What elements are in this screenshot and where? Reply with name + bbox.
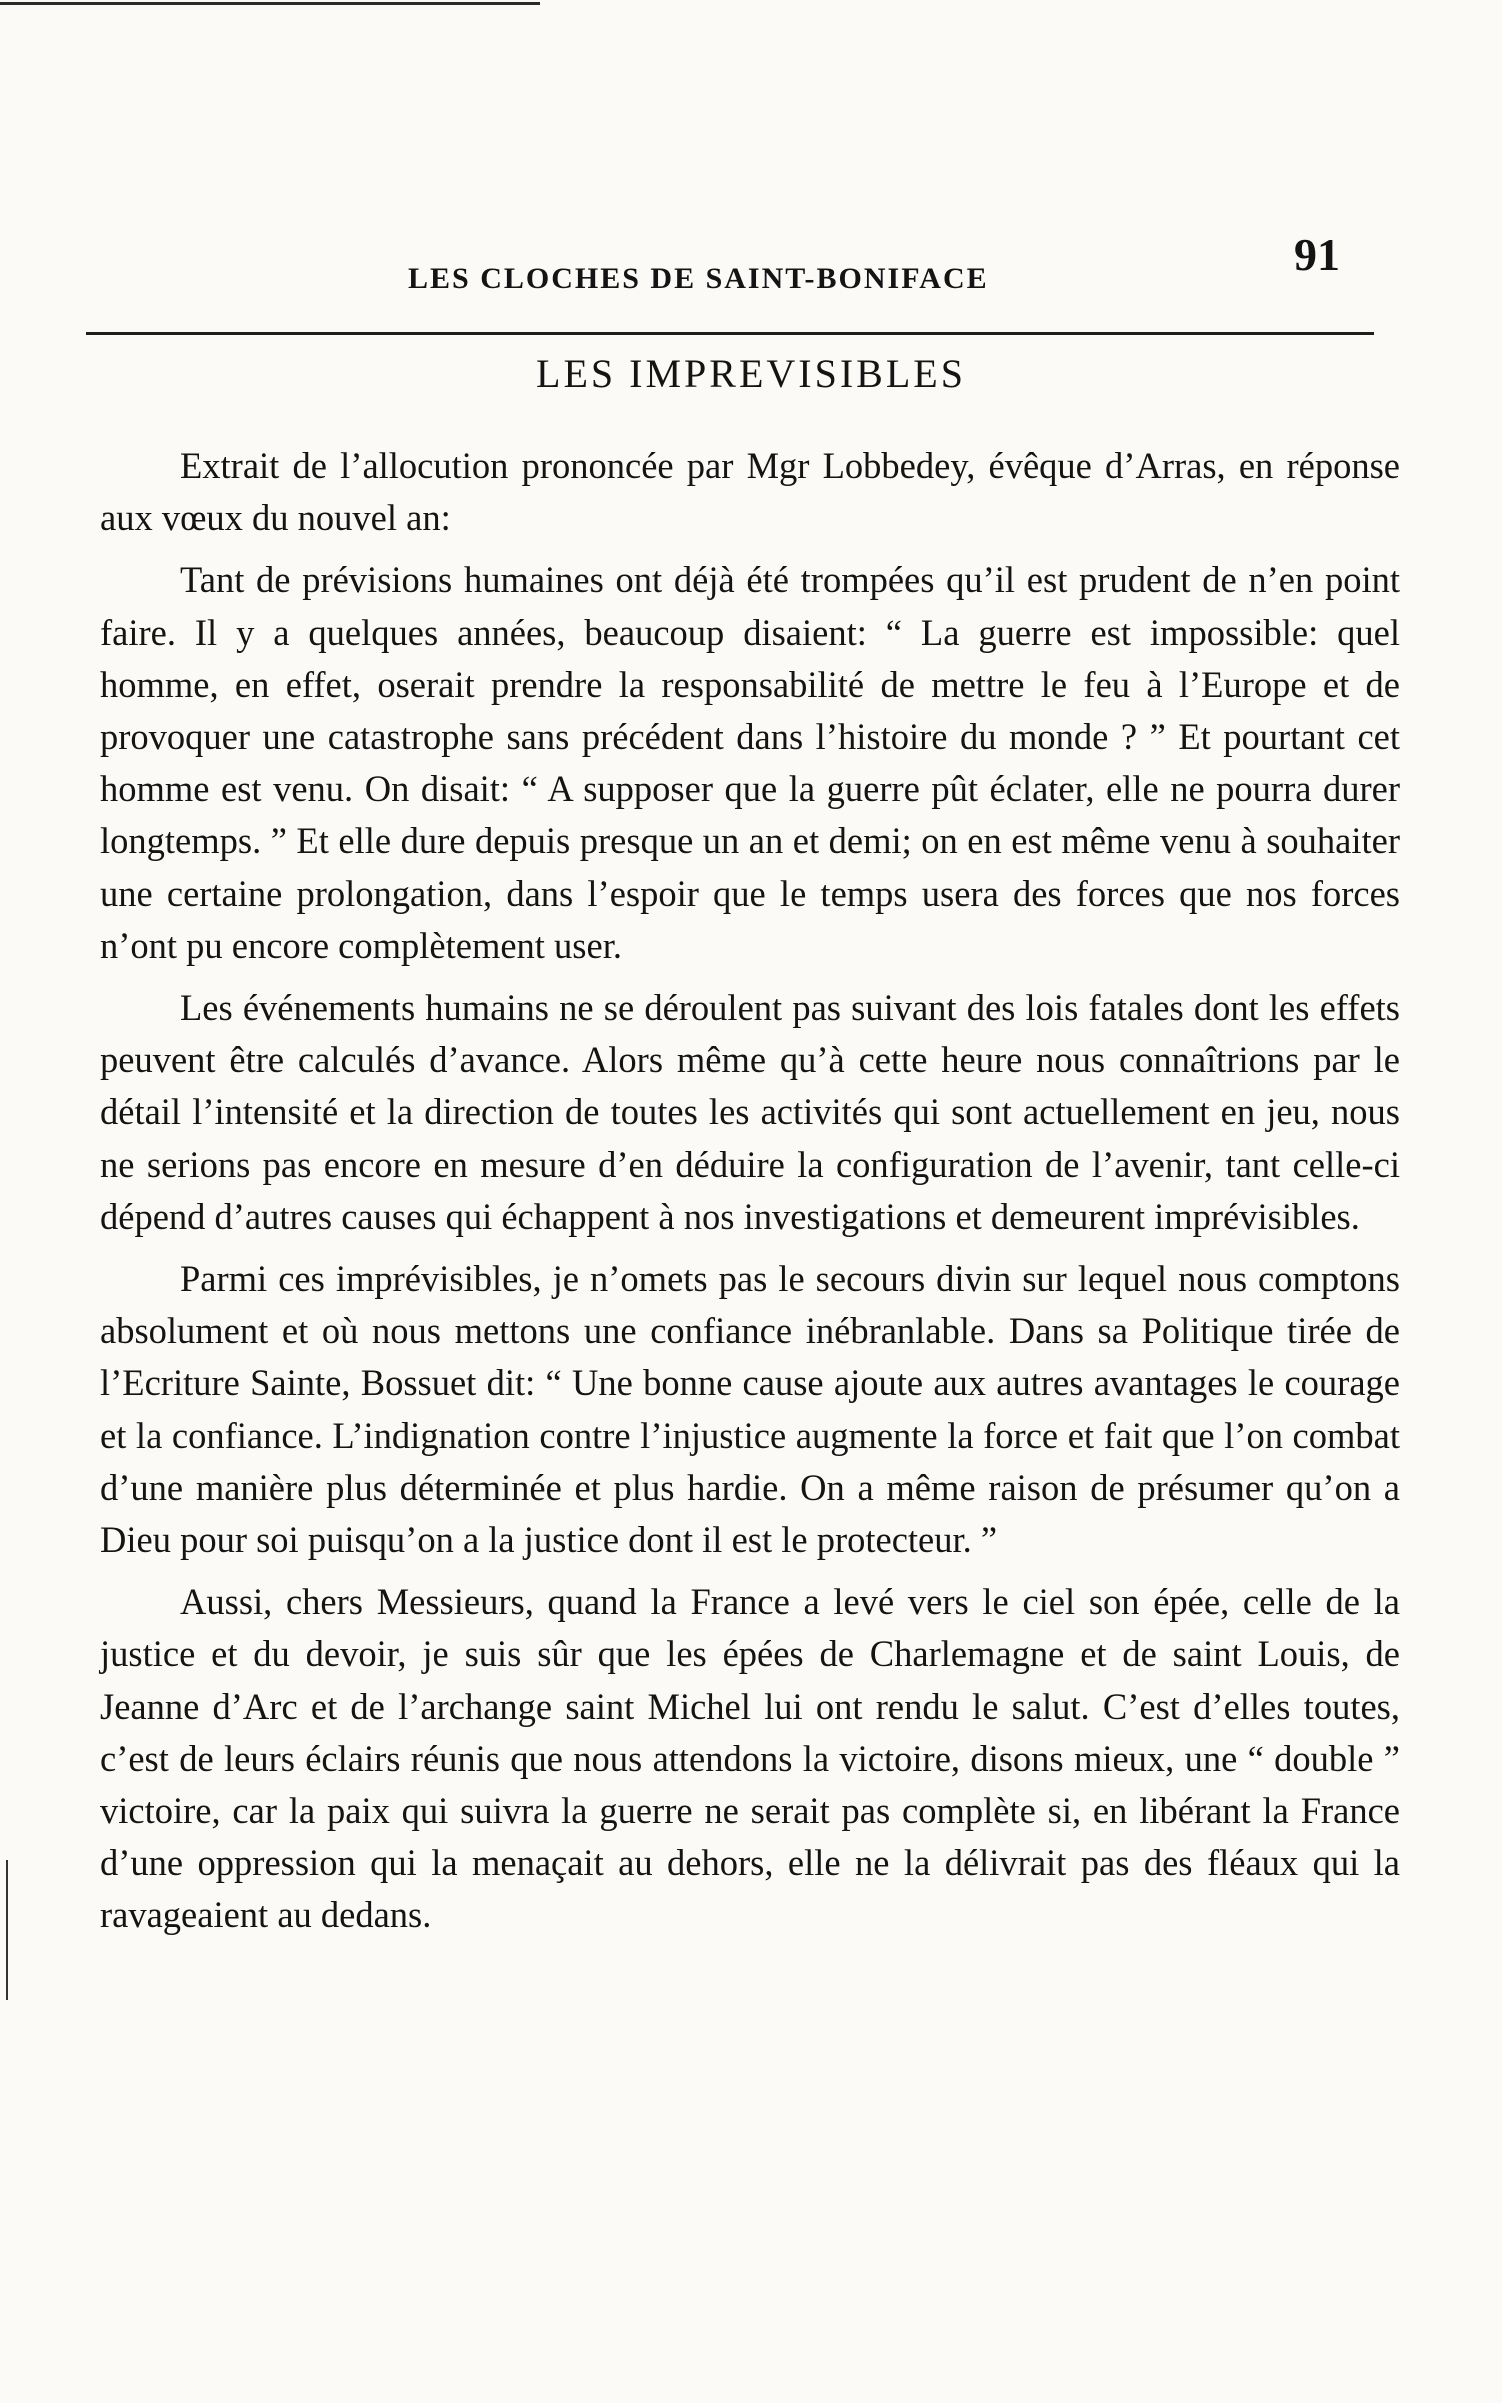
margin-mark bbox=[6, 1860, 8, 2000]
top-edge-rule bbox=[0, 2, 540, 5]
article-title: LES IMPREVISIBLES bbox=[536, 351, 966, 396]
page-number: 91 bbox=[1294, 229, 1340, 280]
header-rule bbox=[86, 332, 1374, 335]
paragraph-intro: Extrait de l’allocution prononcée par Mgr Lobbedey, évêque d’Arras, en réponse aux vœux du nouvel an: bbox=[100, 445, 1400, 539]
article-body bbox=[100, 440, 1400, 1952]
paragraph: Parmi ces imprévisibles, je n’omets pas le secours divin sur lequel nous comptons absolument et où nous mettons une confiance inébranlable. Dans sa Politique tirée de l’Ecriture Sainte, Bossuet dit: “ Une bonne cause ajoute aux autres avantages le courage et la confiance. L’indignation contre l’injustice augmente la force et fait que l’on combat d’une manière plus déterminée et plus hardie. On a même raison de présumer qu’on a Dieu pour soi puisqu’on a la justice dont il est le protecteur. ” bbox=[100, 1258, 1400, 1561]
paragraph: Les événements humains ne se déroulent pas suivant des lois fatales dont les effets peuvent être calculés d’avance. Alors même qu’à cette heure nous connaîtrions par le détail l’intensité et la direction de toutes les activités qui sont actuellement en jeu, nous ne serions pas encore en mesure d’en déduire la configuration de l’avenir, tant celle-ci dépend d’autres causes qui échappent à nos investigations et demeurent imprévisibles. bbox=[100, 987, 1400, 1237]
running-head: LES CLOCHES DE SAINT-BONIFACE bbox=[408, 262, 989, 295]
paragraph: Aussi, chers Messieurs, quand la France a levé vers le ciel son épée, celle de la justice et du devoir, je suis sûr que les épées de Charlemagne et de saint Louis, de Jeanne d’Arc et de l’archange saint Michel lui ont rendu le salut. C’est d’elles toutes, c’est de leurs éclairs réunis que nous attendons la victoire, disons mieux, une “ double ” victoire, car la paix qui suivra la guerre ne serait pas complète si, en libérant la France d’une oppression qui la menaçait au dehors, elle ne la délivrait pas des fléaux qui la ravageaient au dedans. bbox=[100, 1581, 1400, 1936]
paragraph: Tant de prévisions humaines ont déjà été trompées qu’il est prudent de n’en point faire. Il y a quelques années, beaucoup disaient: “ La guerre est impossible: quel homme, en effet, oserait prendre la responsabilité de mettre le feu à l’Europe et de provoquer une catastrophe sans précédent dans l’histoire du monde ? ” Et pourtant cet homme est venu. On disait: “ A supposer que la guerre pût éclater, elle ne pourra durer longtemps. ” Et elle dure depuis presque un an et demi; on en est même venu à souhaiter une certaine prolongation, dans l’espoir que le temps usera des forces que nos forces n’ont pu encore complètement user. bbox=[100, 559, 1400, 966]
